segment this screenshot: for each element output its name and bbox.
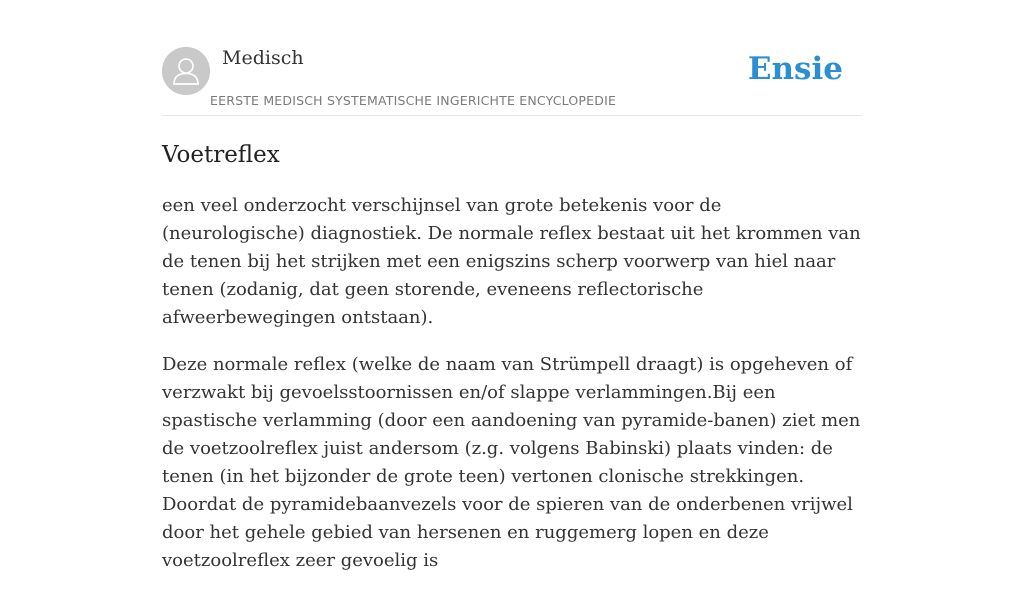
article-container [162, 0, 862, 571]
paragraph: een veel onderzocht verschijnsel van grote betekenis voor de (neurologische) diagnostiek. De normale reflex bestaat uit het krommen van de tenen bij het strijken met een enigszins scherp voorwerp van hiel naar tenen (zodanig, dat geen storende, eveneens reflectorische afweerbewegingen ontstaan). [162, 195, 861, 328]
header [162, 0, 862, 116]
author-link[interactable]: Medisch [222, 47, 304, 69]
avatar[interactable] [162, 47, 210, 95]
brand-logo-link[interactable]: Ensie [747, 51, 843, 87]
paragraph: Deze normale reflex (welke de naam van Strümpell draagt) is opgeheven of verzwakt bij gevoelsstoornissen en/of slappe verlammingen.Bij een spastische verlamming (door een aandoening van pyramide-banen) ziet men de voetzoolreflex juist andersom (z.g. volgens Babinski) plaats vinden: de tenen (in het bijzonder de grote teen) vertonen clonische strekkingen. Doordat de pyramidebaanvezels voor de spieren van de onderbenen vrijwel door het gehele gebied van hersenen en ruggemerg lopen en deze voetzoolreflex zeer gevoelig is [162, 354, 861, 571]
article-body [162, 192, 862, 594]
user-icon [162, 47, 210, 95]
author-subtitle: EERSTE MEDISCH SYSTEMATISCHE INGERICHTE ENCYCLOPEDIE [210, 93, 617, 108]
page-title: Voetreflex [162, 142, 280, 168]
